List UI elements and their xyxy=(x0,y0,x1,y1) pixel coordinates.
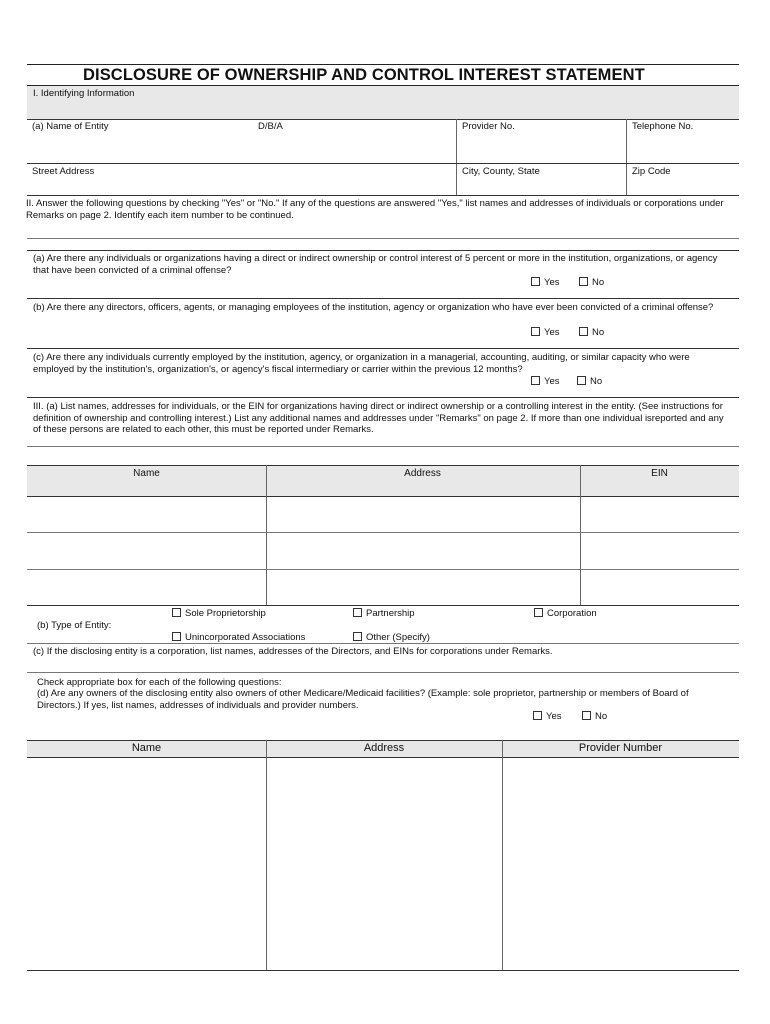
telephone-no-field[interactable] xyxy=(628,132,739,163)
facilities-table-top xyxy=(27,740,739,741)
street-address-label: Street Address xyxy=(32,166,95,177)
title-top-rule xyxy=(27,64,739,65)
question-b-yes[interactable] xyxy=(531,327,560,338)
question-b-no[interactable] xyxy=(579,327,604,338)
no-label: No xyxy=(595,711,608,722)
section3-intro: III. (a) List names, addresses for individuals, or the EIN for organizations having direct or indirect ownership or a controlling interest in the entity. (See instructions for definition of ownership and controlling interest.) List any additional names and addresses under "Remarks" on page 2. If more than one individual isreported and any of these persons are related to each other, this must be reported under Remarks. xyxy=(33,401,724,435)
section3-rule-3 xyxy=(27,643,739,644)
question-d-yes[interactable] xyxy=(533,711,562,722)
table-row[interactable] xyxy=(28,533,265,568)
yes-label: Yes xyxy=(544,277,560,288)
checkbox-icon xyxy=(353,632,362,641)
checkbox-icon xyxy=(353,608,362,617)
other-option[interactable] xyxy=(353,632,430,643)
corporation-option[interactable] xyxy=(534,608,597,619)
checkbox-icon xyxy=(577,376,586,385)
section2-rule-a xyxy=(27,250,739,251)
option-label: Other (Specify) xyxy=(366,632,430,643)
section3-rule-2 xyxy=(27,446,739,447)
facilities-address-area[interactable] xyxy=(267,758,501,969)
section2-intro: II. Answer the following questions by checking "Yes" or "No." If any of the questions are answered "Yes," list names and addresses of individuals or corporations under Remarks on page 2. Identify each item number to be continued. xyxy=(26,198,724,221)
facilities-col-address: Address xyxy=(363,742,405,754)
checkbox-icon xyxy=(579,277,588,286)
owners-table-top xyxy=(27,465,739,466)
city-county-state-field[interactable] xyxy=(458,177,624,194)
question-c-yes[interactable] xyxy=(531,376,560,387)
sole-proprietorship-option[interactable] xyxy=(172,608,266,619)
owners-col-ein: EIN xyxy=(651,468,668,479)
unincorporated-option[interactable] xyxy=(172,632,305,643)
section1-rule-1 xyxy=(27,119,739,120)
section3-rule xyxy=(27,397,739,398)
option-label: Sole Proprietorship xyxy=(185,608,266,619)
checkbox-icon xyxy=(533,711,542,720)
question-a-yes[interactable] xyxy=(531,277,560,288)
section1-rule-3 xyxy=(27,195,739,196)
question-b: (b) Are there any directors, officers, agents, or managing employees of the institution, agency or organization who have ever been convicted of a criminal offense? xyxy=(33,302,714,313)
section1-heading: I. Identifying Information xyxy=(33,88,135,99)
option-label: Unincorporated Associations xyxy=(185,632,306,643)
section1-divider-1 xyxy=(456,119,457,195)
partnership-option[interactable] xyxy=(353,608,415,619)
owners-col-name: Name xyxy=(133,468,160,479)
checkbox-icon xyxy=(582,711,591,720)
check-box-instruction: Check appropriate box for each of the following questions: xyxy=(37,677,282,688)
owners-table-bottom xyxy=(27,605,739,606)
city-county-state-label: City, County, State xyxy=(462,166,540,177)
section1-divider-2 xyxy=(626,119,627,195)
telephone-no-label: Telephone No. xyxy=(632,121,694,132)
yes-label: Yes xyxy=(544,327,560,338)
form-title: DISCLOSURE OF OWNERSHIP AND CONTROL INTEREST STATEMENT xyxy=(83,66,645,84)
dba-label: D/B/A xyxy=(258,121,283,132)
table-row[interactable] xyxy=(28,570,265,605)
facilities-table-bottom xyxy=(27,970,739,971)
yes-label: Yes xyxy=(546,711,562,722)
option-label: Partnership xyxy=(366,608,415,619)
owners-col-divider-1 xyxy=(266,465,267,606)
section3-rule-4 xyxy=(27,672,739,673)
facilities-col-provider: Provider Number xyxy=(578,742,663,754)
corporation-note: (c) If the disclosing entity is a corporation, list names, addresses of the Directors, and EINs for corporations under Remarks. xyxy=(33,646,553,657)
checkbox-icon xyxy=(172,608,181,617)
zip-code-field[interactable] xyxy=(628,177,739,194)
checkbox-icon xyxy=(172,632,181,641)
no-label: No xyxy=(590,376,603,387)
zip-code-label: Zip Code xyxy=(632,166,671,177)
type-of-entity-label: (b) Type of Entity: xyxy=(37,620,112,631)
yes-label: Yes xyxy=(544,376,560,387)
checkbox-icon xyxy=(534,608,543,617)
section2-rule-c xyxy=(27,348,739,349)
question-c-no[interactable] xyxy=(577,376,602,387)
checkbox-icon xyxy=(531,376,540,385)
name-of-entity-label: (a) Name of Entity xyxy=(32,121,109,132)
no-label: No xyxy=(592,277,605,288)
provider-no-label: Provider No. xyxy=(462,121,515,132)
question-a-no[interactable] xyxy=(579,277,604,288)
question-d-no[interactable] xyxy=(582,711,607,722)
checkbox-icon xyxy=(531,327,540,336)
checkbox-icon xyxy=(579,327,588,336)
facilities-col-name: Name xyxy=(131,742,162,754)
owners-col-divider-2 xyxy=(580,465,581,606)
street-address-field[interactable] xyxy=(27,177,456,194)
no-label: No xyxy=(592,327,605,338)
question-d: (d) Are any owners of the disclosing entity also owners of other Medicare/Medicaid facilities? (Example: sole proprietor, partnership or members of Board of Directors.) If yes, list names, addresses of individuals and provider numbers. xyxy=(37,688,689,711)
section2-rule-b xyxy=(27,298,739,299)
facilities-provider-area[interactable] xyxy=(503,758,738,969)
name-of-entity-field[interactable] xyxy=(27,132,456,163)
question-a: (a) Are there any individuals or organizations having a direct or indirect ownership or control interest of 5 percent or more in the institution, organizations, or agency that have been convicted of a criminal offense? xyxy=(33,253,718,276)
table-row[interactable] xyxy=(28,497,265,532)
section2-rule-0 xyxy=(27,238,739,239)
facilities-name-area[interactable] xyxy=(28,758,265,969)
question-c: (c) Are there any individuals currently employed by the institution, agency, or organization in a managerial, accounting, auditing, or similar capacity who were employed by the institution's, organization's, or agency's fiscal intermediary or carrier within the previous 12 months? xyxy=(33,352,690,375)
owners-col-address: Address xyxy=(404,468,441,479)
provider-no-field[interactable] xyxy=(458,132,624,163)
section1-rule-2 xyxy=(27,163,739,164)
option-label: Corporation xyxy=(547,608,597,619)
checkbox-icon xyxy=(531,277,540,286)
